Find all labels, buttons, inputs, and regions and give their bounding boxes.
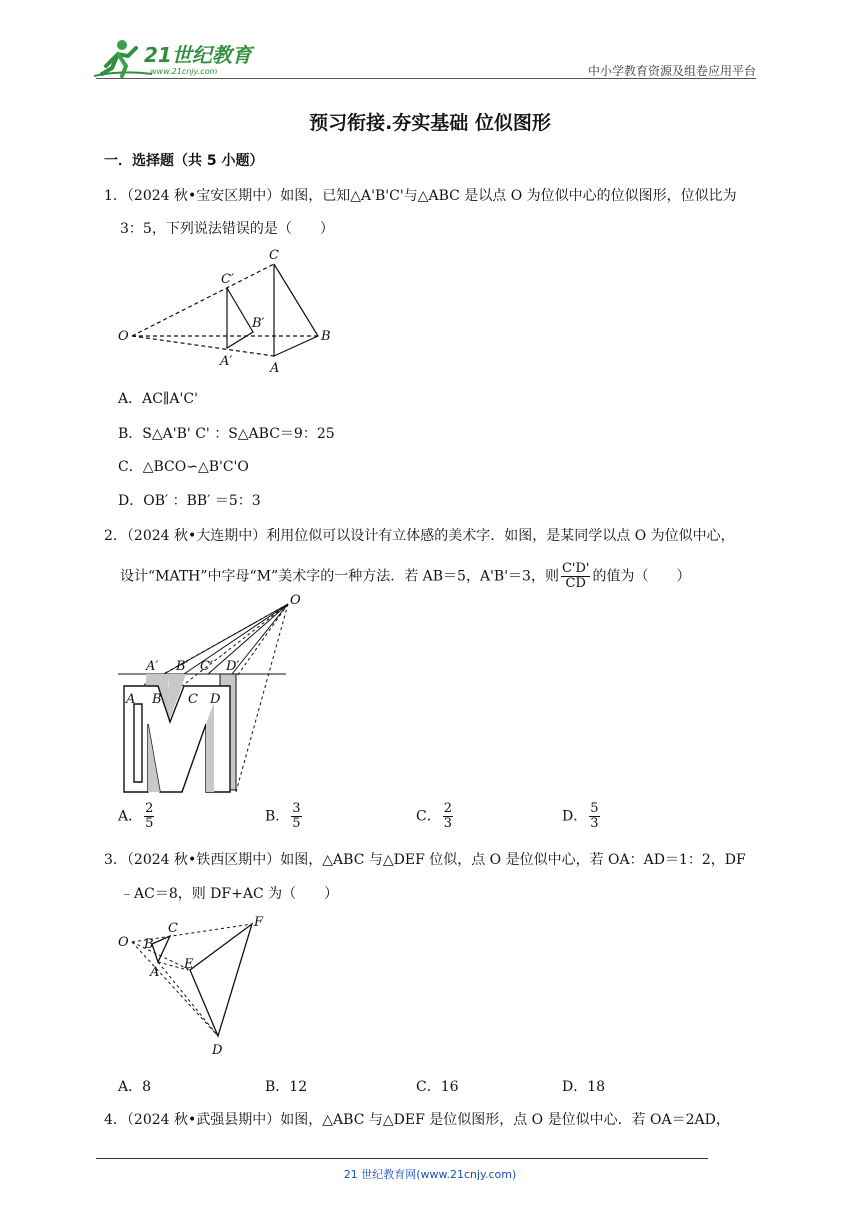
q2-option-d[interactable]: D． $\frac{5}{3}$ [562,801,599,831]
figure-q2 [112,592,302,802]
question-1-line1 [104,186,737,206]
fig3-label-a: A [150,965,160,980]
question-3-line1 [104,850,746,870]
fig3-label-b: B [144,937,154,952]
question-source: （2024 秋•大连期中） [126,528,267,544]
question-source: （2024 秋•宝安区期中） [126,188,281,204]
page-title: 预习衔接.夯实基础 位似图形 [309,112,551,134]
fraction-numerator: C'D' [561,561,590,576]
site-logo [92,36,262,80]
question-source: （2024 秋•武强县期中） [126,1112,281,1128]
q3-option-d[interactable]: D．18 [562,1079,606,1095]
fig2-label-d-prime: D′ [226,659,240,674]
fig2-label-b-prime: B′ [176,659,189,674]
fig1-label-o: O [118,329,129,344]
q2-option-a[interactable]: A． $\frac{2}{5}$ [118,801,154,831]
section-heading: 一．选择题（共 5 小题） [104,153,264,169]
q1-option-d[interactable]: D．OB′ ：BB′ ＝5：3 [118,493,261,509]
logo-url: www.21cnjy.com [150,67,218,76]
figure-q3 [112,910,282,1060]
logo-text: 21世纪教育 [144,43,252,67]
question-2-line1 [104,526,735,546]
fig2-label-a-prime: A′ [146,659,159,674]
question-number: 2． [104,528,127,544]
fig3-label-o: O [118,935,129,950]
fig1-label-a-prime: A′ [220,354,233,369]
fraction-denominator: CD [565,576,586,591]
header-divider [96,78,756,79]
fig1-label-b: B [321,329,331,344]
question-stem: 如图，△ABC 与△DEF 位似，点 O 是位似中心，若 OA：AD＝1：2，DF [280,852,746,868]
question-stem: 如图，△ABC 与△DEF 是位似图形，点 O 是位似中心．若 OA＝2AD， [280,1112,730,1128]
q3-option-b[interactable]: B．12 [265,1079,308,1095]
q3-option-c[interactable]: C．16 [416,1079,459,1095]
q2-option-b[interactable]: B． $\frac{3}{5}$ [265,801,301,831]
question-stem-part: 设计“MATH”中字母“M”美术字的一种方法．若 AB＝5，A'B'＝3，则 [120,568,559,585]
fig2-label-a: A [126,692,136,707]
question-number: 3． [104,852,127,868]
question-1-line2: 3：5，下列说法错误的是（ ） [120,221,334,237]
fig2-label-o: O [290,593,301,608]
q3-option-a[interactable]: A．8 [118,1079,152,1095]
fig1-label-c-prime: C′ [221,272,234,287]
question-stem: 如图，已知△A'B'C'与△ABC 是以点 O 为位似中心的位似图形，位似比为 [280,188,737,204]
q2-option-c[interactable]: C． $\frac{2}{3}$ [416,801,452,831]
q1-option-a[interactable]: A．AC∥A'C' [118,391,198,407]
footer-link[interactable]: 21 世纪教育网(www.21cnjy.com) [343,1168,517,1181]
fig1-label-a: A [270,361,280,376]
fig1-label-b-prime: B′ [252,316,265,331]
question-3-line2: ﹣AC＝8，则 DF+AC 为（ ） [120,886,339,902]
question-2-line2 [120,562,690,591]
fig2-label-c: C [188,692,198,707]
fig2-label-c-prime: C′ [200,659,213,674]
q1-option-c[interactable]: C．△BCO∽△B'C'O [118,459,249,475]
header-platform-text: 中小学教育资源及组卷应用平台 [587,64,756,78]
fig3-label-e: E [184,957,194,972]
fig2-label-d: D [210,692,221,707]
fig3-label-f: F [254,915,264,930]
q1-option-b[interactable]: B．S△A'B' C' ：S△ABC＝9：25 [118,426,335,442]
fig1-label-c: C [269,248,279,263]
question-4-line1 [104,1110,730,1130]
fig3-label-d: D [212,1043,223,1058]
fig3-label-c: C [168,921,178,936]
fig2-label-b: B [152,692,162,707]
ratio-fraction [561,562,591,591]
question-stem: 利用位似可以设计有立体感的美术字．如图，是某同学以点 O 为位似中心， [266,528,735,544]
question-number: 4． [104,1112,127,1128]
question-number: 1． [104,188,127,204]
figure-q1 [112,244,342,378]
question-stem-part: 的值为（ ） [592,568,691,585]
footer-divider [96,1158,708,1159]
question-source: （2024 秋•铁西区期中） [126,852,281,868]
